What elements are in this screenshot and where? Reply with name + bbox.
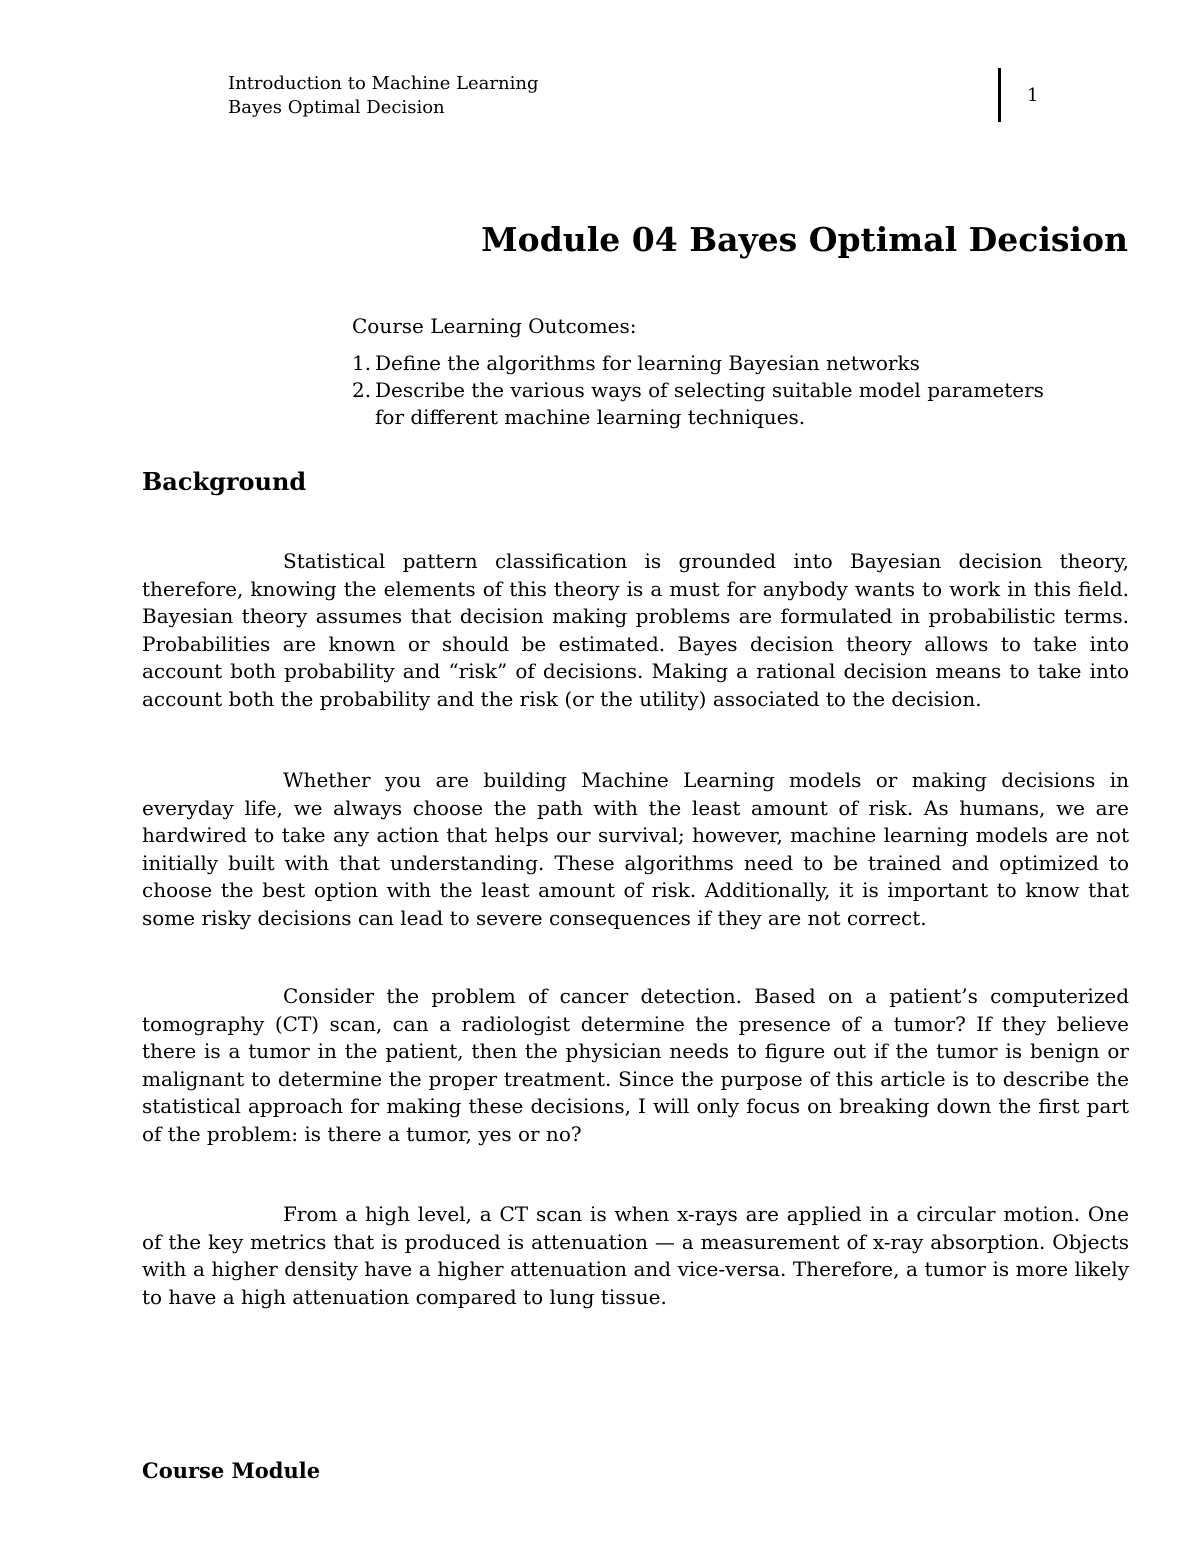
learning-outcomes: [352, 313, 1052, 431]
footer-label: Course Module: [142, 1458, 321, 1483]
page-title: Module 04 Bayes Optimal Decision: [481, 220, 1128, 259]
list-item-number: 2.: [352, 378, 372, 402]
header-divider: [998, 68, 1001, 122]
paragraph: From a high level, a CT scan is when x-rays are applied in a circular motion. One of the key metrics that is produced is attenuation — a measurement of x-ray absorption. Objects with a higher density have a higher attenuation and vice-versa. Therefore, a tumor is more likely to have a high attenuation compared to lung tissue.: [142, 1202, 1129, 1309]
section-heading-background: Background: [142, 467, 307, 496]
paragraph: Whether you are building Machine Learning models or making decisions in everyday life, we always choose the path with the least amount of risk. As humans, we are hardwired to take any action that helps our survival; however, machine learning models are not initially built with that understanding. These algorithms need to be trained and optimized to choose the best option with the least amount of risk. Additionally, it is important to know that some risky decisions can lead to severe consequences if they are not correct.: [142, 768, 1129, 930]
paragraph: Statistical pattern classification is grounded into Bayesian decision theory, therefore, knowing the elements of this theory is a must for anybody wants to work in this field. Bayesian theory assumes that decision making problems are formulated in probabilistic terms. Probabilities are known or should be estimated. Bayes decision theory allows to take into account both probability and “risk” of decisions. Making a rational decision means to take into account both the probability and the risk (or the utility) associated to the decision.: [142, 549, 1129, 711]
list-item-number: 1.: [352, 351, 372, 375]
outcomes-heading: Course Learning Outcomes:: [352, 314, 637, 338]
running-header: [228, 72, 538, 120]
header-module-title: Bayes Optimal Decision: [228, 97, 445, 118]
header-course-title: Introduction to Machine Learning: [228, 73, 539, 94]
page-number: 1: [1027, 85, 1039, 106]
list-item-text: Describe the various ways of selecting suitable model parameters for different machine learning techniques.: [375, 378, 1044, 429]
list-item: [352, 377, 1052, 431]
list-item-text: Define the algorithms for learning Bayesian networks: [375, 351, 920, 375]
paragraph: Consider the problem of cancer detection. Based on a patient’s computerized tomography (CT) scan, can a radiologist determine the presence of a tumor? If they believe there is a tumor in the patient, then the physician needs to figure out if the tumor is benign or malignant to determine the proper treatment. Since the purpose of this article is to describe the statistical approach for making these decisions, I will only focus on breaking down the first part of the problem: is there a tumor, yes or no?: [142, 984, 1129, 1146]
outcomes-list: [352, 350, 1052, 431]
list-item: [352, 350, 1052, 377]
